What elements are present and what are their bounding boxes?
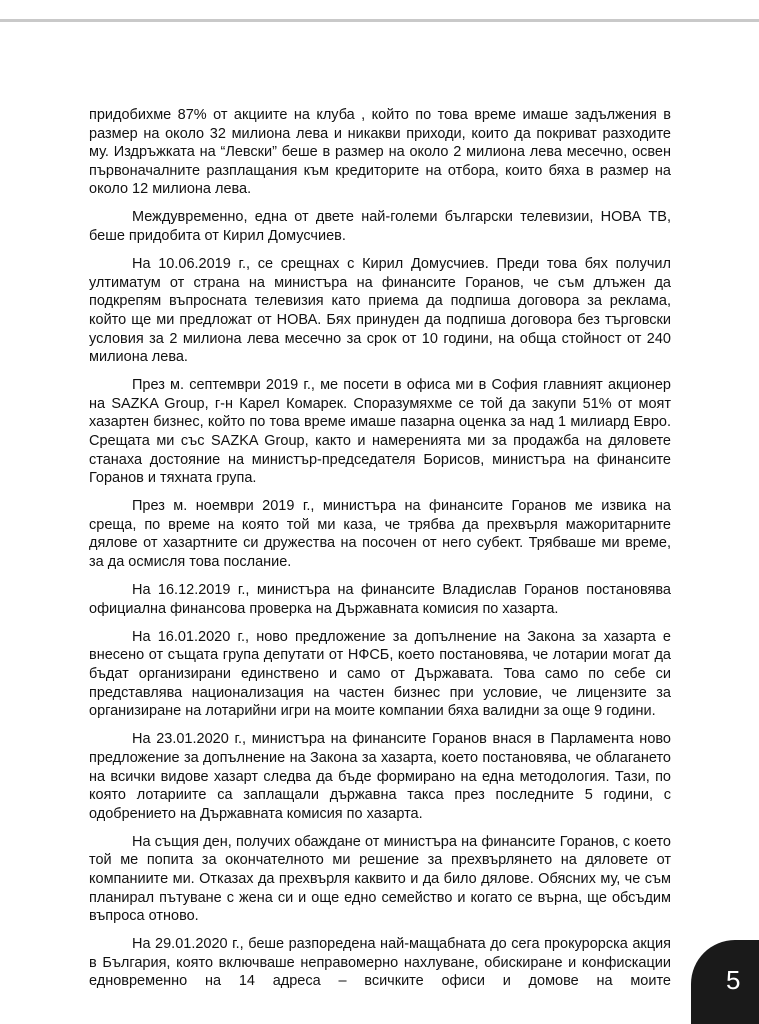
page-number: 5	[726, 965, 741, 995]
paragraph: На 16.12.2019 г., министъра на финансите Владислав Горанов постановява официална финансова проверка на Държавната комисия по хазарта.	[89, 582, 671, 617]
paragraph: Междувременно, една от двете най-големи български телевизии, НОВА ТВ, беше придобита от Кирил Домусчиев.	[89, 209, 671, 245]
paragraph: На 16.01.2020 г., ново предложение за допълнение на Закона за хазарта е внесено от същата група депутати от НФСБ, което постановява, че лотарии могат да бъдат организирани единствено и само от Държавата. Това само по себе си представлява национализация на частен бизнес при условие, че лицензите за организиране на лотарийни игри на моите компании бяха валидни за още 9 години.	[89, 628, 671, 720]
paragraph: придобихме 87% от акциите на клуба , който по това време имаше задължения в размер на около 32 милиона лева и никакви приходи, които да покриват разходите му. Издръжката на “Левски” беше в размер на около 2 милиона лева месечно, освен първоначалните разплащания към кредиторите на отбора, които бяха в размер на около 12 милиона лева.	[89, 107, 671, 198]
document-body	[89, 106, 671, 991]
paragraph: На 10.06.2019 г., се срещнах с Кирил Домусчиев. Преди това бях получил ултиматум от страна на министъра на финансите Горанов, че съм длъжен да подкрепям въпросната телевизия като приема да подпиша договора за реклама, който ще ми предложат от НОВА. Бях принуден да подпиша договора без търговски условия за 2 милиона лева месечно за срок от 10 години, на обща стойност от 240 милиона лева.	[89, 256, 671, 366]
paragraph: През м. септември 2019 г., ме посети в офиса ми в София главният акционер на SAZKA Group, г-н Карел Комарек. Споразумяхме се той да закупи 51% от моят хазартен бизнес, който по това време имаше пазарна оценка за над 1 милиард Евро. Срещата ми със SAZKA Group, както и намеренията ми за продажба на дяловете станаха достояние на министър-председателя Борисов, министъра на финансите Горанов и тяхната група.	[89, 377, 671, 487]
paragraph: През м. ноември 2019 г., министъра на финансите Горанов ме извика на среща, по време на която той ми каза, че трябва да прехвърля мажоритарните дялове от хазартните си дружества на посочен от него субект. Трябваше ми време, за да осмисля това послание.	[89, 498, 671, 571]
page-number-tab	[691, 940, 759, 1024]
paragraph: На същия ден, получих обаждане от министъра на финансите Горанов, с което той ме попита за окончателното ми решение за прехвърлянето на дяловете от компаниите ми. Отказах да прехвърля каквито и да било дялове. Обясних му, че съм планирал пътуване с жена си и още едно семейство и когато се върна, ще обсъдим въпроса отново.	[89, 833, 671, 925]
paragraph: На 23.01.2020 г., министъра на финансите Горанов внася в Парламента ново предложение за допълнение на Закона за хазарта, което постановява, че облагането на всички видове хазарт следва да бъде формирано на една методология. Тази, по която лотариите са заплащали държавна такса през последните 5 години, с одобрението на Държавната комисия по хазарта.	[89, 731, 671, 822]
header-divider	[0, 19, 759, 22]
paragraph: На 29.01.2020 г., беше разпоредена най-мащабната до сега прокурорска акция в България, която включваше неправомерно нахлуване, обискиране и конфискации едновременно на 14 адреса – всичките офиси и домове на моите	[89, 936, 671, 990]
